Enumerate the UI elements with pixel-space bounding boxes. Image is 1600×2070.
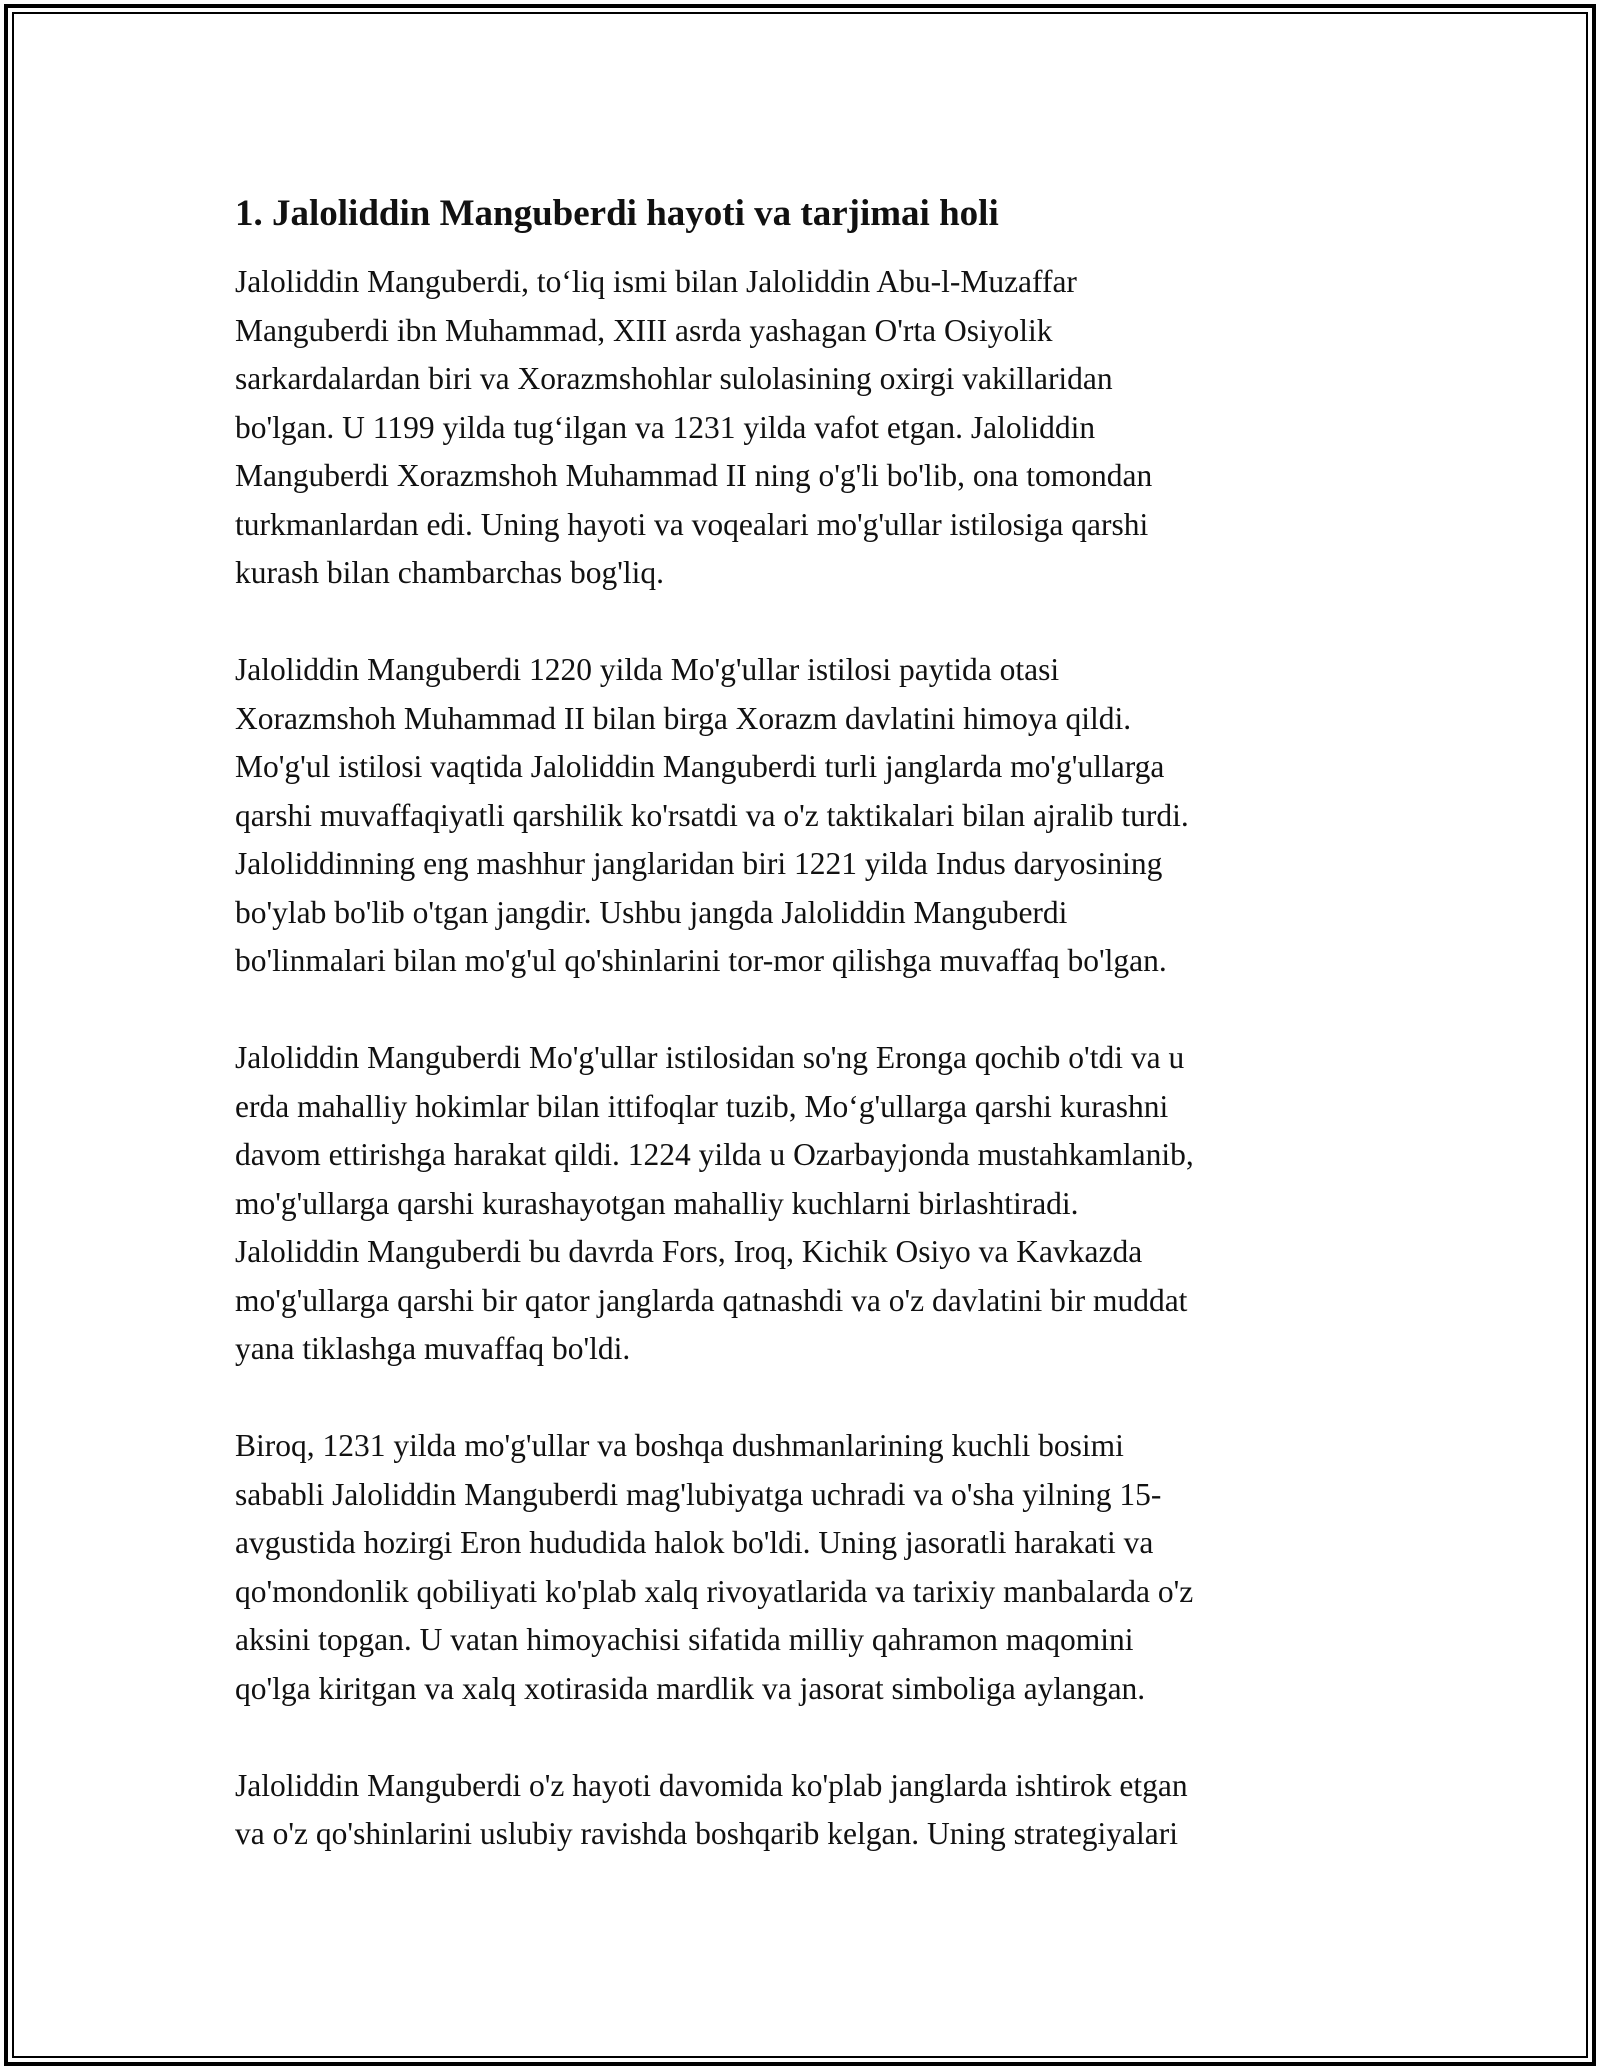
document-body — [235, 188, 1365, 1907]
paragraph-5 — [235, 1762, 1365, 1859]
text-line: erda mahalliy hokimlar bilan ittifoqlar tuzib, Mo‘g'ullarga qarshi kurashni — [235, 1088, 1169, 1124]
text-line: bo'linmalari bilan mo'g'ul qo'shinlarini tor-mor qilishga muvaffaq bo'lgan. — [235, 943, 1167, 978]
paragraph-1 — [235, 258, 1365, 598]
text-line: Jaloliddinning eng mashhur janglaridan biri 1221 yilda Indus daryosining — [235, 846, 1163, 881]
text-line: Manguberdi Xorazmshoh Muhammad II ning o'g'li bo'lib, ona tomondan — [235, 458, 1153, 493]
text-line: Manguberdi ibn Muhammad, XIII asrda yashagan O'rta Osiyolik — [235, 312, 1053, 348]
text-line: sababli Jaloliddin Manguberdi mag'lubiyatga uchradi va o'sha yilning 15- — [235, 1476, 1162, 1512]
text-line: davom ettirishga harakat qildi. 1224 yilda u Ozarbayjonda mustahkamlanib, — [235, 1137, 1194, 1172]
text-line: bo'lgan. U 1199 yilda tug‘ilgan va 1231 yilda vafot etgan. Jaloliddin — [235, 409, 1096, 445]
paragraph-4 — [235, 1422, 1365, 1713]
text-line: va o'z qo'shinlarini uslubiy ravishda boshqarib kelgan. Uning strategiyalari — [235, 1816, 1179, 1851]
text-line: kurash bilan chambarchas bog'liq. — [235, 555, 665, 590]
text-line: Jaloliddin Manguberdi bu davrda Fors, Iroq, Kichik Osiyo va Kavkazda — [235, 1234, 1143, 1269]
text-line: Xorazmshoh Muhammad II bilan birga Xorazm davlatini himoya qildi. — [235, 700, 1132, 736]
text-line: turkmanlardan edi. Uning hayoti va voqealari mo'g'ullar istilosiga qarshi — [235, 506, 1149, 542]
paragraph-3 — [235, 1034, 1365, 1374]
text-line: qarshi muvaffaqiyatli qarshilik ko'rsatdi va o'z taktikalari bilan ajralib turdi. — [235, 797, 1189, 833]
section-heading: 1. Jaloliddin Manguberdi hayoti va tarjimai holi — [235, 193, 999, 234]
text-line: aksini topgan. U vatan himoyachisi sifatida milliy qahramon maqomini — [235, 1622, 1134, 1657]
text-line: Mo'g'ul istilosi vaqtida Jaloliddin Manguberdi turli janglarda mo'g'ullarga — [235, 749, 1165, 784]
text-line: Jaloliddin Manguberdi Mo'g'ullar istilosidan so'ng Eronga qochib o'tdi va u — [235, 1040, 1185, 1075]
text-line: qo'mondonlik qobiliyati ko'plab xalq rivoyatlarida va tarixiy manbalarda o'z — [235, 1573, 1194, 1609]
text-line: avgustida hozirgi Eron hududida halok bo'ldi. Uning jasoratli harakati va — [235, 1525, 1154, 1560]
text-line: mo'g'ullarga qarshi bir qator janglarda qatnashdi va o'z davlatini bir muddat — [235, 1282, 1188, 1318]
text-line: mo'g'ullarga qarshi kurashayotgan mahalliy kuchlarni birlashtiradi. — [235, 1185, 1079, 1221]
text-line: Jaloliddin Manguberdi o'z hayoti davomida ko'plab janglarda ishtirok etgan — [235, 1767, 1188, 1803]
text-line: Biroq, 1231 yilda mo'g'ullar va boshqa dushmanlarining kuchli bosimi — [235, 1428, 1124, 1463]
text-line: qo'lga kiritgan va xalq xotirasida mardlik va jasorat simboliga aylangan. — [235, 1670, 1146, 1706]
text-line: yana tiklashga muvaffaq bo'ldi. — [235, 1331, 631, 1366]
paragraph-2 — [235, 646, 1365, 986]
text-line: Jaloliddin Manguberdi, to‘liq ismi bilan Jaloliddin Abu-l-Muzaffar — [235, 264, 1077, 299]
text-line: bo'ylab bo'lib o'tgan jangdir. Ushbu jangda Jaloliddin Manguberdi — [235, 894, 1068, 930]
text-line: Jaloliddin Manguberdi 1220 yilda Mo'g'ullar istilosi paytida otasi — [235, 652, 1060, 687]
text-line: sarkardalardan biri va Xorazmshohlar sulolasining oxirgi vakillaridan — [235, 361, 1113, 396]
